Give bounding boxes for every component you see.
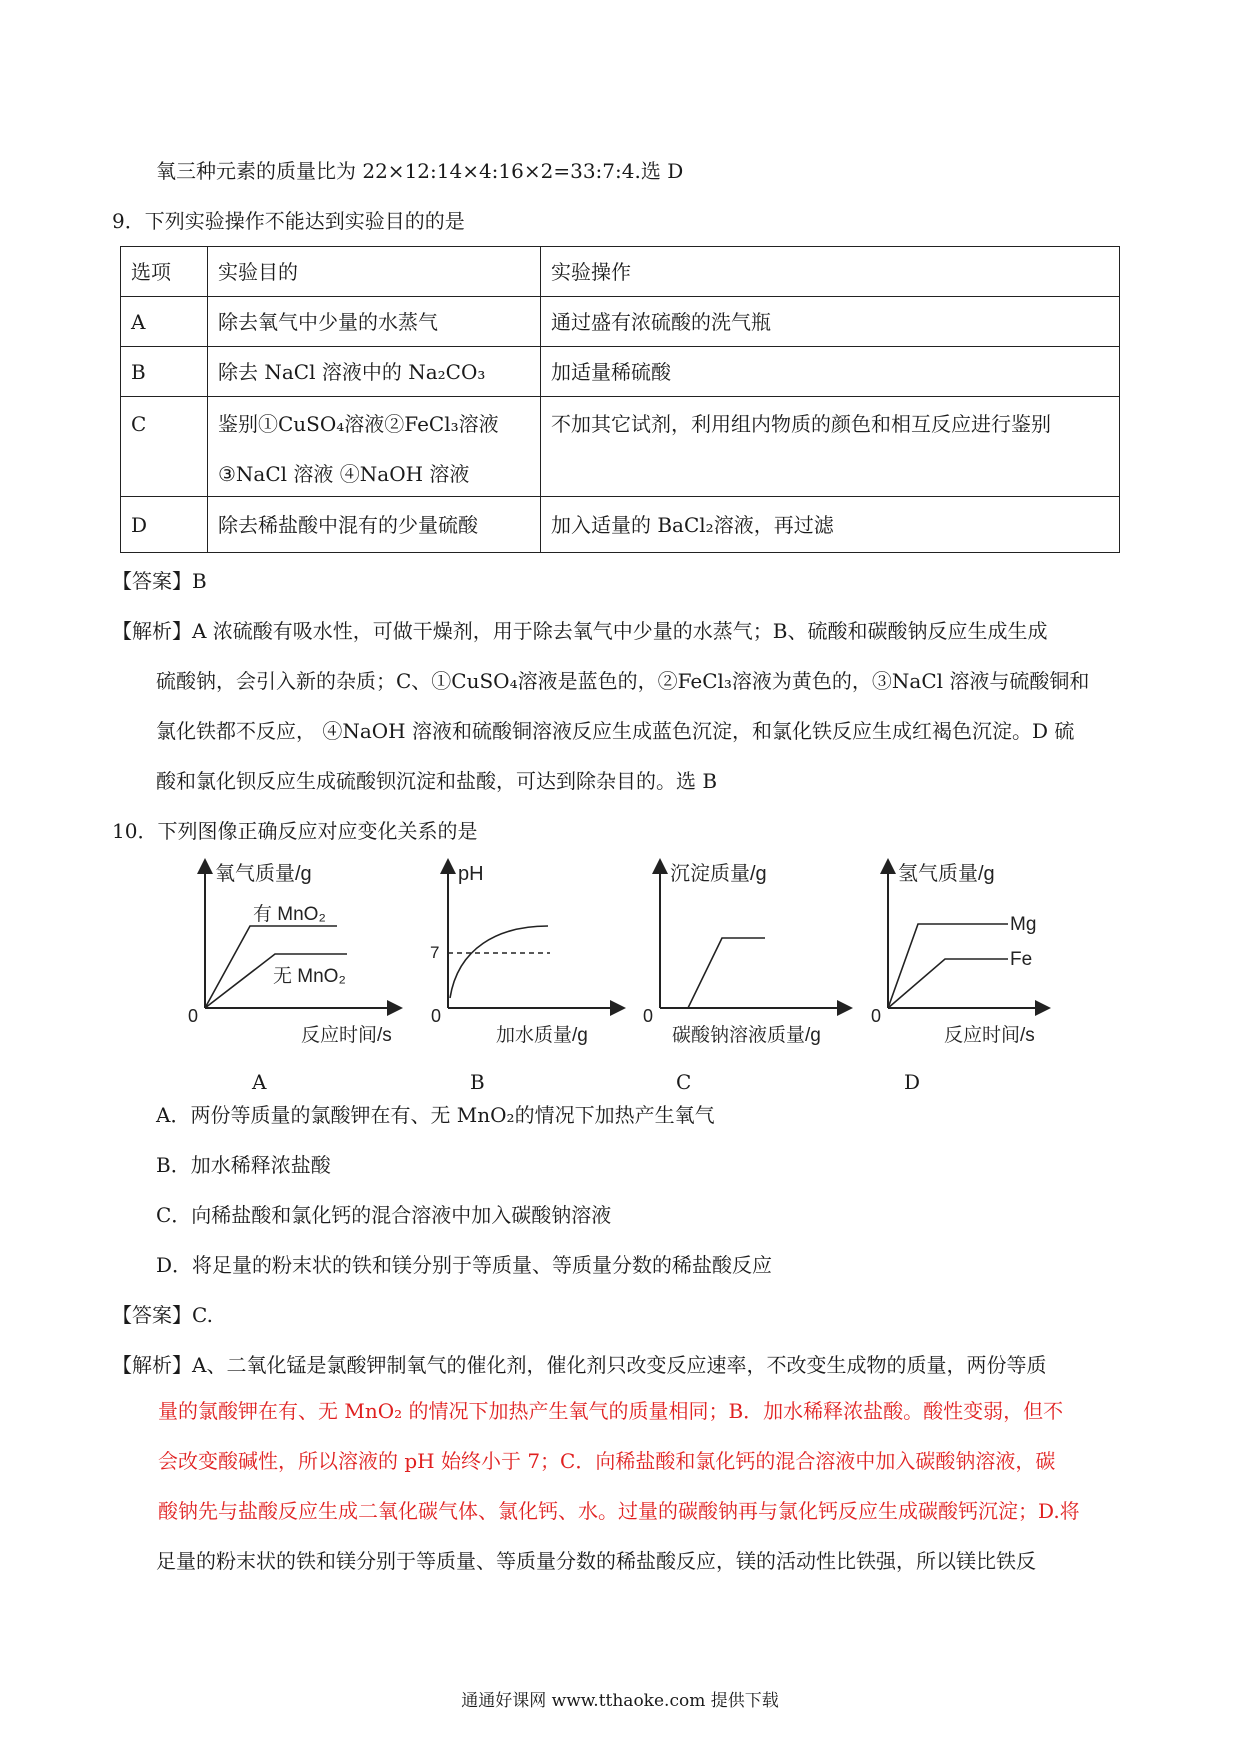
intro-line: 氧三种元素的质量比为 22×12:14×4:16×2=33:7:4.选 D	[156, 159, 684, 183]
graph-a-series1-label: 有 MnO₂	[253, 904, 326, 925]
graph-a-series2-label: 无 MnO₂	[273, 966, 346, 987]
graph-a-xlabel: 反应时间/s	[301, 1025, 392, 1046]
graph-label-a: A	[252, 1070, 267, 1094]
graph-d-ylabel: 氢气质量/g	[898, 863, 995, 885]
graph-b-tick-7: 7	[430, 943, 440, 962]
q9-answer: 【答案】B	[112, 569, 207, 593]
q10-analysis-line: 足量的粉末状的铁和镁分别于等质量、等质量分数的稀盐酸反应，镁的活动性比铁强，所以镁比铁反	[156, 1549, 1036, 1573]
graph-label-c: C	[676, 1070, 692, 1094]
row-purpose: 除去氧气中少量的水蒸气	[208, 297, 541, 347]
row-purpose	[208, 397, 541, 497]
graph-c-origin: 0	[643, 1006, 654, 1026]
q9-table	[120, 246, 1120, 553]
row-operation: 加入适量的 BaCl₂溶液，再过滤	[541, 497, 1120, 553]
graph-b-origin: 0	[431, 1006, 442, 1026]
graph-d-series1-label: Mg	[1010, 914, 1037, 935]
q9-stem: 9．下列实验操作不能达到实验目的的是	[112, 209, 465, 233]
row-option: B	[121, 347, 208, 397]
q9-analysis-line: 氯化铁都不反应， ④NaOH 溶液和硫酸铜溶液反应生成蓝色沉淀，和氯化铁反应生成红褐色沉淀。D 硫	[156, 719, 1075, 743]
graph-a-ylabel: 氧气质量/g	[215, 863, 312, 885]
table-row	[121, 347, 1120, 397]
row-operation: 通过盛有浓硫酸的洗气瓶	[541, 297, 1120, 347]
header-operation: 实验操作	[541, 247, 1120, 297]
graph-b-xlabel: 加水质量/g	[496, 1025, 588, 1046]
q10-analysis-line: 量的氯酸钾在有、无 MnO₂ 的情况下加热产生氧气的质量相同；B．加水稀释浓盐酸。酸性变弱，但不	[158, 1399, 1064, 1423]
purpose-line: 鉴别①CuSO₄溶液②FeCl₃溶液	[218, 412, 499, 436]
row-purpose: 除去 NaCl 溶液中的 Na₂CO₃	[208, 347, 541, 397]
graph-d-fe-line	[888, 959, 1008, 1008]
row-option: C	[121, 397, 208, 497]
q10-stem: 10．下列图像正确反应对应变化关系的是	[112, 819, 478, 843]
q9-analysis-line: 酸和氯化钡反应生成硫酸钡沉淀和盐酸，可达到除杂目的。选 B	[156, 769, 718, 793]
page-footer: 通通好课网 www.tthaoke.com 提供下载	[461, 1691, 779, 1711]
q10-option-c: C．向稀盐酸和氯化钙的混合溶液中加入碳酸钠溶液	[156, 1203, 612, 1227]
table-header-row	[121, 247, 1120, 297]
graph-c	[640, 858, 860, 1048]
row-option: A	[121, 297, 208, 347]
purpose-line: ③NaCl 溶液 ④NaOH 溶液	[218, 462, 470, 486]
graph-a	[185, 858, 405, 1048]
q10-answer: 【答案】C.	[112, 1303, 213, 1327]
header-option: 选项	[121, 247, 208, 297]
q10-analysis-line: 酸钠先与盐酸反应生成二氧化碳气体、氯化钙、水。过量的碳酸钠再与氯化钙反应生成碳酸钙沉淀；D.将	[158, 1499, 1080, 1523]
q10-option-b: B．加水稀释浓盐酸	[156, 1153, 331, 1177]
header-purpose: 实验目的	[208, 247, 541, 297]
q10-option-a: A．两份等质量的氯酸钾在有、无 MnO₂的情况下加热产生氧气	[156, 1103, 715, 1127]
q10-option-d: D．将足量的粉末状的铁和镁分别于等质量、等质量分数的稀盐酸反应	[156, 1253, 773, 1277]
row-option: D	[121, 497, 208, 553]
graph-c-precipitate-line	[660, 938, 765, 1008]
q9-analysis-line: 【解析】A 浓硫酸有吸水性，可做干燥剂，用于除去氧气中少量的水蒸气；B、硫酸和碳酸钠反应生成生成	[112, 619, 1048, 643]
graph-b	[428, 858, 628, 1048]
graph-label-b: B	[470, 1070, 485, 1094]
graph-label-d: D	[904, 1070, 921, 1094]
table-row	[121, 297, 1120, 347]
graph-d	[868, 858, 1088, 1048]
graph-c-xlabel: 碳酸钠溶液质量/g	[672, 1025, 821, 1046]
q9-analysis-line: 硫酸钠，会引入新的杂质；C、①CuSO₄溶液是蓝色的，②FeCl₃溶液为黄色的，③NaCl 溶液与硫酸铜和	[156, 669, 1090, 693]
graph-d-xlabel: 反应时间/s	[944, 1025, 1035, 1046]
graph-c-ylabel: 沉淀质量/g	[670, 863, 767, 885]
row-purpose: 除去稀盐酸中混有的少量硫酸	[208, 497, 541, 553]
q10-analysis-line: 会改变酸碱性，所以溶液的 pH 始终小于 7；C．向稀盐酸和氯化钙的混合溶液中加入碳酸钠溶液，碳	[158, 1449, 1056, 1473]
row-operation: 不加其它试剂，利用组内物质的颜色和相互反应进行鉴别	[541, 397, 1120, 497]
graph-d-series2-label: Fe	[1010, 949, 1033, 970]
q10-analysis-line: 【解析】A、二氧化锰是氯酸钾制氧气的催化剂，催化剂只改变反应速率，不改变生成物的质量，两份等质	[112, 1353, 1047, 1377]
graph-b-ph-curve	[450, 926, 548, 998]
table-row	[121, 397, 1120, 497]
row-operation: 加适量稀硫酸	[541, 347, 1120, 397]
graph-a-origin: 0	[188, 1006, 199, 1026]
graph-d-origin: 0	[871, 1006, 882, 1026]
table-row	[121, 497, 1120, 553]
graph-d-mg-line	[888, 924, 1008, 1008]
graph-b-ylabel: pH	[458, 863, 484, 885]
